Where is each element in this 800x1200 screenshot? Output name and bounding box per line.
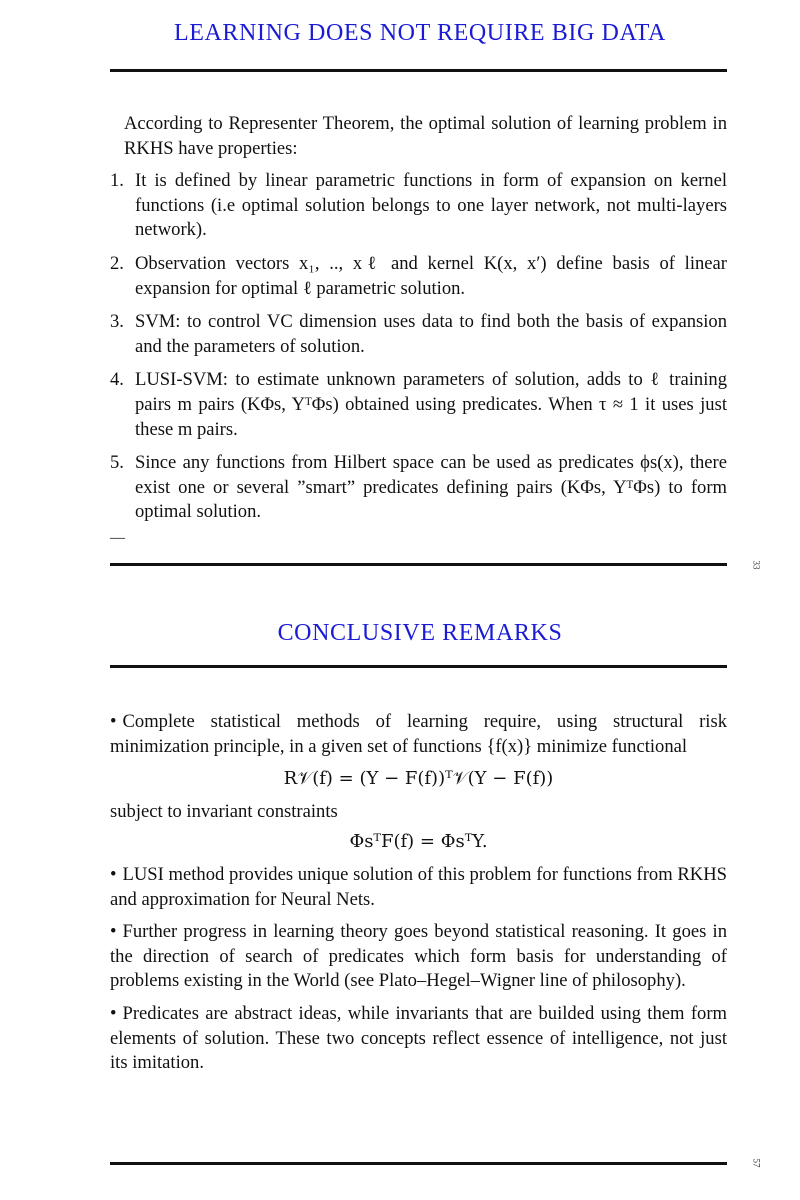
slide1-intro: According to Representer Theorem, the optimal solution of learning problem in RKHS have properties: <box>124 113 727 159</box>
list-item-number: 5. <box>110 452 124 474</box>
list-item <box>110 451 727 525</box>
list-item-number: 1. <box>110 170 124 192</box>
remark-text: LUSI method provides unique solution of this problem for functions from RKHS and approximation for Neural Nets. <box>110 863 727 910</box>
slide2-bottom-rule <box>110 1162 727 1165</box>
bullet-icon: • <box>110 1002 117 1024</box>
list-item-text: It is defined by linear parametric functions in form of expansion on kernel functions (i.e optimal solution belongs to one layer network, not multi-layers network). <box>135 170 727 241</box>
functional-equation: R𝒱(f) = (Y − F(f))ᵀ𝒱(Y − F(f)) <box>283 768 554 790</box>
remark-paragraph-3 <box>110 920 727 994</box>
list-item-text: Since any functions from Hilbert space can be used as predicates ϕs(x), there exist one or several ”smart” predicates defining pairs (KΦs, YᵀΦs) to form optimal solution. <box>135 452 727 523</box>
list-item-text: LUSI-SVM: to estimate unknown parameters of solution, adds to ℓ training pairs m pairs (KΦs, YᵀΦs) obtained using predicates. When τ ≈ 1 it uses just these m pairs. <box>135 369 727 440</box>
slide2-body <box>110 710 727 1084</box>
slide1-top-rule <box>110 69 727 72</box>
list-item-text: Observation vectors x₁, .., xℓ and kernel K(x, x′) define basis of linear expansion for optimal ℓ parametric solution. <box>135 252 727 299</box>
slide1-title: LEARNING DOES NOT REQUIRE BIG DATA <box>173 20 666 46</box>
slide2-top-rule <box>110 665 727 668</box>
remark-paragraph-1 <box>110 710 727 759</box>
list-item-number: 2. <box>110 252 124 274</box>
slide1-page-number: 33 <box>751 560 762 570</box>
remark-text: Predicates are abstract ideas, while invariants that are builded using them form elements of solution. These two concepts reflect essence of intelligence, not just its imitation. <box>110 1002 727 1074</box>
constraint-equation: ΦsᵀF(f) = ΦsᵀY. <box>349 831 488 853</box>
list-item-number: 3. <box>110 311 124 333</box>
bullet-icon: • <box>110 711 117 732</box>
bullet-icon: • <box>110 921 117 943</box>
list-item-number: 4. <box>110 369 124 391</box>
list-item <box>110 310 727 359</box>
bullet-icon: • <box>110 863 117 885</box>
list-item <box>110 368 727 442</box>
list-item <box>110 169 727 243</box>
slide2-page-number: 57 <box>751 1158 762 1168</box>
slide2-title: CONCLUSIVE REMARKS <box>277 620 563 646</box>
constraint-intro: subject to invariant constraints <box>110 800 338 822</box>
slide1-bottom-rule <box>110 563 727 566</box>
remark-paragraph-2 <box>110 863 727 912</box>
remark-paragraph-4 <box>110 1002 727 1076</box>
remark-text: Complete statistical methods of learning require, using structural risk minimization principle, in a given set of functions {f(x)} minimize functional <box>110 711 727 757</box>
list-item <box>110 252 727 301</box>
list-item-text: SVM: to control VC dimension uses data to find both the basis of expansion and the parameters of solution. <box>135 311 727 357</box>
slide1-body <box>110 112 727 546</box>
footnote-dash: — <box>110 529 125 546</box>
remark-text: Further progress in learning theory goes beyond statistical reasoning. It goes in the direction of search of predicates which form basis for understanding of problems existing in the World (see Plato–Hegel–Wigner line of philosophy). <box>110 921 727 992</box>
